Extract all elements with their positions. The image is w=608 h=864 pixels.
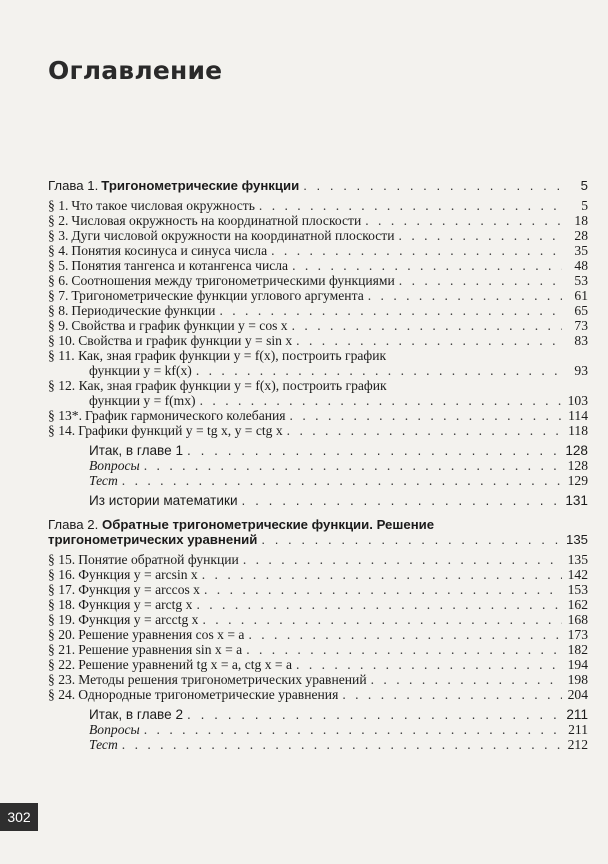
section-number: § 11. — [48, 348, 75, 363]
section-number: § 5. — [48, 258, 69, 273]
leader-dots — [122, 473, 562, 488]
section-page: 65 — [574, 303, 588, 318]
section-page: 204 — [567, 687, 588, 702]
toc-entry — [48, 627, 588, 642]
test-page: 212 — [567, 737, 588, 752]
section-page: 61 — [574, 288, 588, 303]
section-page: 168 — [567, 612, 588, 627]
leader-dots — [122, 737, 562, 752]
section-page: 28 — [574, 228, 588, 243]
section-number: § 12. — [48, 378, 76, 393]
section-title: Соотношения между тригонометрическими функциями — [71, 273, 395, 288]
section-title: Понятие обратной функции — [78, 552, 239, 567]
chapter-1-page: 5 — [580, 178, 588, 193]
section-number: § 17. — [48, 582, 76, 597]
leader-dots — [202, 567, 562, 582]
toc-entry — [48, 243, 588, 258]
section-page: 35 — [574, 243, 588, 258]
chapter-1-title: Тригонометрические функции — [101, 178, 300, 193]
chapter-2-prefix: Глава 2. — [48, 517, 99, 532]
page-number: 302 — [7, 809, 31, 825]
section-number: § 13*. — [48, 408, 82, 423]
toc-entry-line2 — [48, 363, 588, 378]
leader-dots — [303, 178, 562, 193]
toc-entry — [48, 333, 588, 348]
leader-dots — [365, 213, 562, 228]
section-number: § 9. — [48, 318, 69, 333]
toc-entry-line1 — [48, 348, 588, 363]
section-title-line2: функции y = f(mx) — [89, 393, 196, 408]
section-title: Числовая окружность на координатной плоскости — [71, 213, 362, 228]
section-title: Решение уравнений tg x = a, ctg x = a — [78, 657, 293, 672]
questions-page: 128 — [567, 458, 588, 473]
leader-dots — [196, 597, 562, 612]
section-number: § 7. — [48, 288, 69, 303]
section-title: Однородные тригонометрические уравнения — [78, 687, 339, 702]
leader-dots — [144, 458, 562, 473]
leader-dots — [259, 198, 562, 213]
chapter-2-title-line1: Обратные тригонометрические функции. Решение — [101, 517, 435, 532]
section-title: Функция y = arccos x — [78, 582, 200, 597]
leader-dots — [399, 273, 562, 288]
toc-entry-line2 — [48, 393, 588, 408]
section-page: 93 — [574, 363, 588, 378]
toc-entry — [48, 408, 588, 423]
toc-entry — [48, 552, 588, 567]
section-page: 18 — [574, 213, 588, 228]
leader-dots — [290, 408, 562, 423]
toc-entry — [48, 687, 588, 702]
section-number: § 21. — [48, 642, 76, 657]
leader-dots — [246, 642, 562, 657]
section-title: Что такое числовая окружность — [71, 198, 255, 213]
leader-dots — [144, 722, 562, 737]
section-title: Методы решения тригонометрических уравнений — [78, 672, 367, 687]
summary-page: 128 — [565, 443, 588, 458]
section-title: Функция y = arctg x — [78, 597, 193, 612]
questions-entry — [48, 458, 588, 473]
page-number-tab — [0, 803, 38, 831]
toc-entry — [48, 303, 588, 318]
section-title: Свойства и график функции y = cos x — [71, 318, 288, 333]
section-title-line2: функции y = kf(x) — [89, 363, 192, 378]
section-number: § 24. — [48, 687, 76, 702]
section-title-line1: Как, зная график функции y = f(x), построить график — [78, 348, 387, 363]
table-of-contents — [48, 178, 588, 752]
toc-entry — [48, 288, 588, 303]
leader-dots — [204, 582, 562, 597]
section-number: § 6. — [48, 273, 69, 288]
section-page: 53 — [574, 273, 588, 288]
chapter-1-prefix: Глава 1. — [48, 178, 99, 193]
summary-title: Итак, в главе 2 — [89, 707, 184, 722]
leader-dots — [368, 288, 562, 303]
section-page: 194 — [567, 657, 588, 672]
section-number: § 20. — [48, 627, 76, 642]
toc-entry — [48, 213, 588, 228]
leader-dots — [342, 687, 562, 702]
test-title: Тест — [89, 737, 118, 752]
section-title: Периодические функции — [71, 303, 216, 318]
summary-entry — [48, 707, 588, 722]
section-number: § 10. — [48, 333, 76, 348]
test-title: Тест — [89, 473, 118, 488]
section-page: 83 — [574, 333, 588, 348]
chapter-2-entry-line1 — [48, 517, 588, 532]
section-title: Свойства и график функции y = sin x — [78, 333, 293, 348]
leader-dots — [296, 333, 562, 348]
section-number: § 2. — [48, 213, 69, 228]
section-page: 173 — [567, 627, 588, 642]
leader-dots — [187, 707, 562, 722]
leader-dots — [248, 627, 562, 642]
toc-entry — [48, 567, 588, 582]
chapter-1-entry — [48, 178, 588, 193]
section-number: § 3. — [48, 228, 69, 243]
summary-title: Итак, в главе 1 — [89, 443, 184, 458]
toc-entry — [48, 318, 588, 333]
section-page: 118 — [568, 423, 588, 438]
test-entry — [48, 473, 588, 488]
leader-dots — [200, 393, 562, 408]
section-number: § 15. — [48, 552, 76, 567]
toc-entry-line1 — [48, 378, 588, 393]
history-page: 131 — [565, 493, 588, 508]
chapter-2-page: 135 — [565, 532, 588, 547]
section-page: 135 — [567, 552, 588, 567]
chapter-2-title-line2: тригонометрических уравнений — [48, 532, 258, 547]
test-entry — [48, 737, 588, 752]
questions-entry — [48, 722, 588, 737]
section-title: Решение уравнения sin x = a — [78, 642, 243, 657]
toc-entry — [48, 228, 588, 243]
toc-entry — [48, 258, 588, 273]
toc-entry — [48, 273, 588, 288]
section-number: § 16. — [48, 567, 76, 582]
section-title: Понятия тангенса и котангенса числа — [71, 258, 289, 273]
history-entry — [48, 493, 588, 508]
leader-dots — [292, 258, 562, 273]
leader-dots — [371, 672, 562, 687]
section-title: График гармонического колебания — [84, 408, 286, 423]
leader-dots — [261, 532, 562, 547]
test-page: 129 — [567, 473, 588, 488]
leader-dots — [187, 443, 561, 458]
summary-entry — [48, 443, 588, 458]
leader-dots — [399, 228, 562, 243]
section-page: 142 — [567, 567, 588, 582]
toc-entry — [48, 612, 588, 627]
section-title: Решение уравнения cos x = a — [78, 627, 245, 642]
section-number: § 23. — [48, 672, 76, 687]
section-page: 153 — [567, 582, 588, 597]
leader-dots — [219, 303, 562, 318]
toc-entry — [48, 657, 588, 672]
toc-entry — [48, 582, 588, 597]
leader-dots — [271, 243, 562, 258]
questions-page: 211 — [568, 722, 588, 737]
section-page: 162 — [567, 597, 588, 612]
section-title: Графики функций y = tg x, y = ctg x — [78, 423, 283, 438]
section-number: § 1. — [48, 198, 69, 213]
section-title: Дуги числовой окружности на координатной плоскости — [71, 228, 395, 243]
section-title: Функция y = arcsin x — [78, 567, 198, 582]
leader-dots — [196, 363, 562, 378]
section-title-line1: Как, зная график функции y = f(x), построить график — [78, 378, 387, 393]
section-number: § 19. — [48, 612, 76, 627]
toc-entry — [48, 672, 588, 687]
section-page: 103 — [567, 393, 588, 408]
leader-dots — [292, 318, 562, 333]
section-page: 198 — [567, 672, 588, 687]
section-number: § 22. — [48, 657, 76, 672]
toc-entry — [48, 198, 588, 213]
leader-dots — [287, 423, 562, 438]
section-page: 48 — [574, 258, 588, 273]
section-title: Функция y = arcctg x — [78, 612, 199, 627]
page-title: Оглавление — [48, 56, 223, 85]
questions-title: Вопросы — [89, 722, 140, 737]
section-title: Понятия косинуса и синуса числа — [71, 243, 268, 258]
section-page: 182 — [567, 642, 588, 657]
section-number: § 8. — [48, 303, 69, 318]
leader-dots — [243, 552, 562, 567]
leader-dots — [242, 493, 562, 508]
chapter-2-entry-line2 — [48, 532, 588, 547]
toc-entry — [48, 423, 588, 438]
section-number: § 4. — [48, 243, 69, 258]
section-number: § 14. — [48, 423, 76, 438]
section-page: 114 — [568, 408, 588, 423]
section-number: § 18. — [48, 597, 76, 612]
leader-dots — [296, 657, 562, 672]
summary-page: 211 — [566, 707, 588, 722]
section-page: 5 — [581, 198, 588, 213]
history-title: Из истории математики — [89, 493, 238, 508]
questions-title: Вопросы — [89, 458, 140, 473]
toc-entry — [48, 597, 588, 612]
section-page: 73 — [574, 318, 588, 333]
toc-entry — [48, 642, 588, 657]
section-title: Тригонометрические функции углового аргумента — [71, 288, 364, 303]
leader-dots — [202, 612, 562, 627]
